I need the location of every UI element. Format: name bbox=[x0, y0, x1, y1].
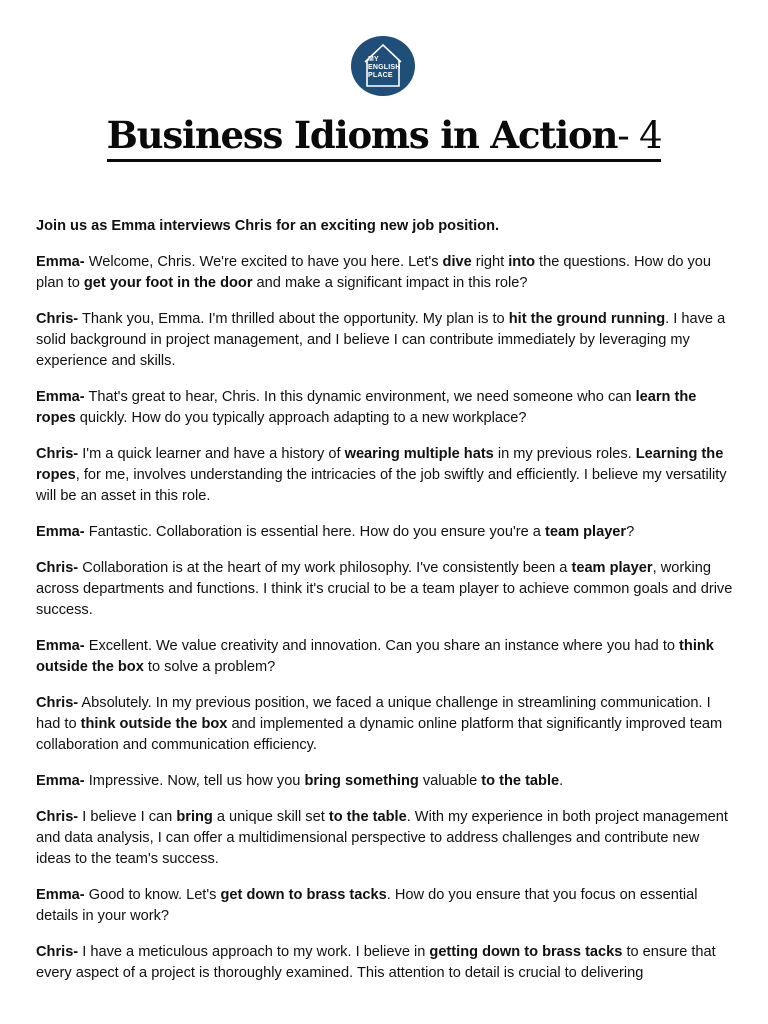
dialogue-paragraph bbox=[36, 387, 736, 429]
intro-text: Join us as Emma interviews Chris for an exciting new job position. bbox=[36, 218, 500, 234]
logo bbox=[351, 36, 415, 96]
dialogue-text: in my previous roles. bbox=[493, 446, 636, 462]
idiom-text: into bbox=[508, 254, 535, 270]
idiom-text: getting down to brass tacks bbox=[429, 944, 623, 960]
idiom-text: Learning the ropes bbox=[36, 446, 724, 483]
title-text bbox=[107, 112, 662, 162]
speaker-name: Emma- bbox=[36, 773, 85, 789]
dialogue-text: ? bbox=[626, 524, 635, 540]
dialogue-text: , working across departments and functions. I think it's crucial to be a team player to achieve common goals and drive success. bbox=[36, 560, 733, 618]
dialogue-text: . How do you ensure that you focus on essential details in your work? bbox=[36, 887, 698, 924]
dialogue-paragraph bbox=[36, 636, 736, 678]
dialogue-text: I'm a quick learner and have a history of bbox=[78, 446, 345, 462]
idiom-text: to the table bbox=[328, 809, 407, 825]
dialogue-text: a unique skill set bbox=[212, 809, 329, 825]
dialogue-text: Collaboration is at the heart of my work philosophy. I've consistently been a bbox=[78, 560, 572, 576]
dialogue-paragraph bbox=[36, 522, 736, 543]
dialogue-paragraph bbox=[36, 693, 736, 756]
logo-line: ENGLISH bbox=[368, 64, 401, 71]
dialogue-text: , for me, involves understanding the intricacies of the job swiftly and efficiently. I believe my versatility will be an asset in this role. bbox=[36, 467, 727, 504]
dialogue-paragraph bbox=[36, 885, 736, 927]
dialogue-text: to solve a problem? bbox=[143, 659, 276, 675]
speaker-name: Emma- bbox=[36, 638, 85, 654]
idiom-text: bring something bbox=[304, 773, 419, 789]
dialogue-paragraph bbox=[36, 771, 736, 792]
dialogue-text: right bbox=[471, 254, 509, 270]
idiom-text: bring bbox=[176, 809, 213, 825]
dialogue-text: That's great to hear, Chris. In this dynamic environment, we need someone who can bbox=[84, 389, 636, 405]
speaker-name: Chris- bbox=[36, 446, 79, 462]
idiom-text: get down to brass tacks bbox=[220, 887, 387, 903]
idiom-text: think outside the box bbox=[36, 638, 714, 675]
idiom-text: hit the ground running bbox=[508, 311, 666, 327]
dialogue-text: Good to know. Let's bbox=[84, 887, 221, 903]
title-suffix: - 4 bbox=[617, 114, 662, 157]
idiom-text: team player bbox=[544, 524, 627, 540]
speaker-name: Emma- bbox=[36, 887, 85, 903]
idiom-text: learn the ropes bbox=[36, 389, 697, 426]
document-body bbox=[36, 216, 736, 999]
dialogue-paragraph bbox=[36, 558, 736, 621]
dialogue-text: I have a meticulous approach to my work. I believe in bbox=[78, 944, 430, 960]
dialogue-text: Fantastic. Collaboration is essential here. How do you ensure you're a bbox=[84, 524, 545, 540]
dialogue-text: Impressive. Now, tell us how you bbox=[84, 773, 305, 789]
speaker-name: Chris- bbox=[36, 311, 79, 327]
idiom-text: get your foot in the door bbox=[83, 275, 253, 291]
speaker-name: Chris- bbox=[36, 944, 79, 960]
dialogue-text: . I have a solid background in project management, and I believe I can contribute immediately by leveraging my experience and skills. bbox=[36, 311, 726, 369]
logo-line: MY bbox=[368, 56, 379, 63]
dialogue-text: and implemented a dynamic online platform that significantly improved team collaboration and communication efficiency. bbox=[36, 716, 723, 753]
dialogue-text: Thank you, Emma. I'm thrilled about the opportunity. My plan is to bbox=[78, 311, 509, 327]
speaker-name: Emma- bbox=[36, 389, 85, 405]
title-main: Business Idioms in Action bbox=[106, 113, 618, 157]
idiom-text: think outside the box bbox=[80, 716, 228, 732]
dialogue-text: I believe I can bbox=[78, 809, 177, 825]
dialogue-text: . bbox=[559, 773, 564, 789]
dialogue-paragraph bbox=[36, 444, 736, 507]
intro-paragraph bbox=[36, 216, 736, 237]
dialogue-paragraph bbox=[36, 252, 736, 294]
dialogue-text: Absolutely. In my previous position, we faced a unique challenge in streamlining communication. I had to bbox=[36, 695, 711, 732]
speaker-name: Chris- bbox=[36, 560, 79, 576]
idiom-text: dive bbox=[442, 254, 472, 270]
dialogue-paragraph bbox=[36, 807, 736, 870]
idiom-text: wearing multiple hats bbox=[344, 446, 494, 462]
speaker-name: Emma- bbox=[36, 524, 85, 540]
dialogue-paragraph bbox=[36, 309, 736, 372]
idiom-text: to the table bbox=[481, 773, 560, 789]
dialogue-text: . With my experience in both project management and data analysis, I can offer a multidimensional perspective to address challenges and contribute new ideas to the team's success. bbox=[36, 809, 728, 867]
dialogue-text: Excellent. We value creativity and innovation. Can you share an instance where you had to bbox=[84, 638, 680, 654]
dialogue-text: Welcome, Chris. We're excited to have you here. Let's bbox=[84, 254, 443, 270]
dialogue-paragraph bbox=[36, 942, 736, 984]
dialogue-text: to ensure that every aspect of a project is thoroughly examined. This attention to detail is crucial to delivering bbox=[36, 944, 716, 981]
dialogue-text: valuable bbox=[418, 773, 482, 789]
idiom-text: team player bbox=[571, 560, 653, 576]
logo-text bbox=[368, 56, 401, 80]
dialogue-text: and make a significant impact in this role? bbox=[252, 275, 528, 291]
dialogue-text: the questions. How do you plan to bbox=[36, 254, 712, 291]
logo-line: PLACE bbox=[368, 72, 393, 79]
dialogue-text: quickly. How do you typically approach adapting to a new workplace? bbox=[75, 410, 527, 426]
speaker-name: Chris- bbox=[36, 809, 79, 825]
speaker-name: Chris- bbox=[36, 695, 79, 711]
speaker-name: Emma- bbox=[36, 254, 85, 270]
page-title bbox=[0, 112, 768, 162]
